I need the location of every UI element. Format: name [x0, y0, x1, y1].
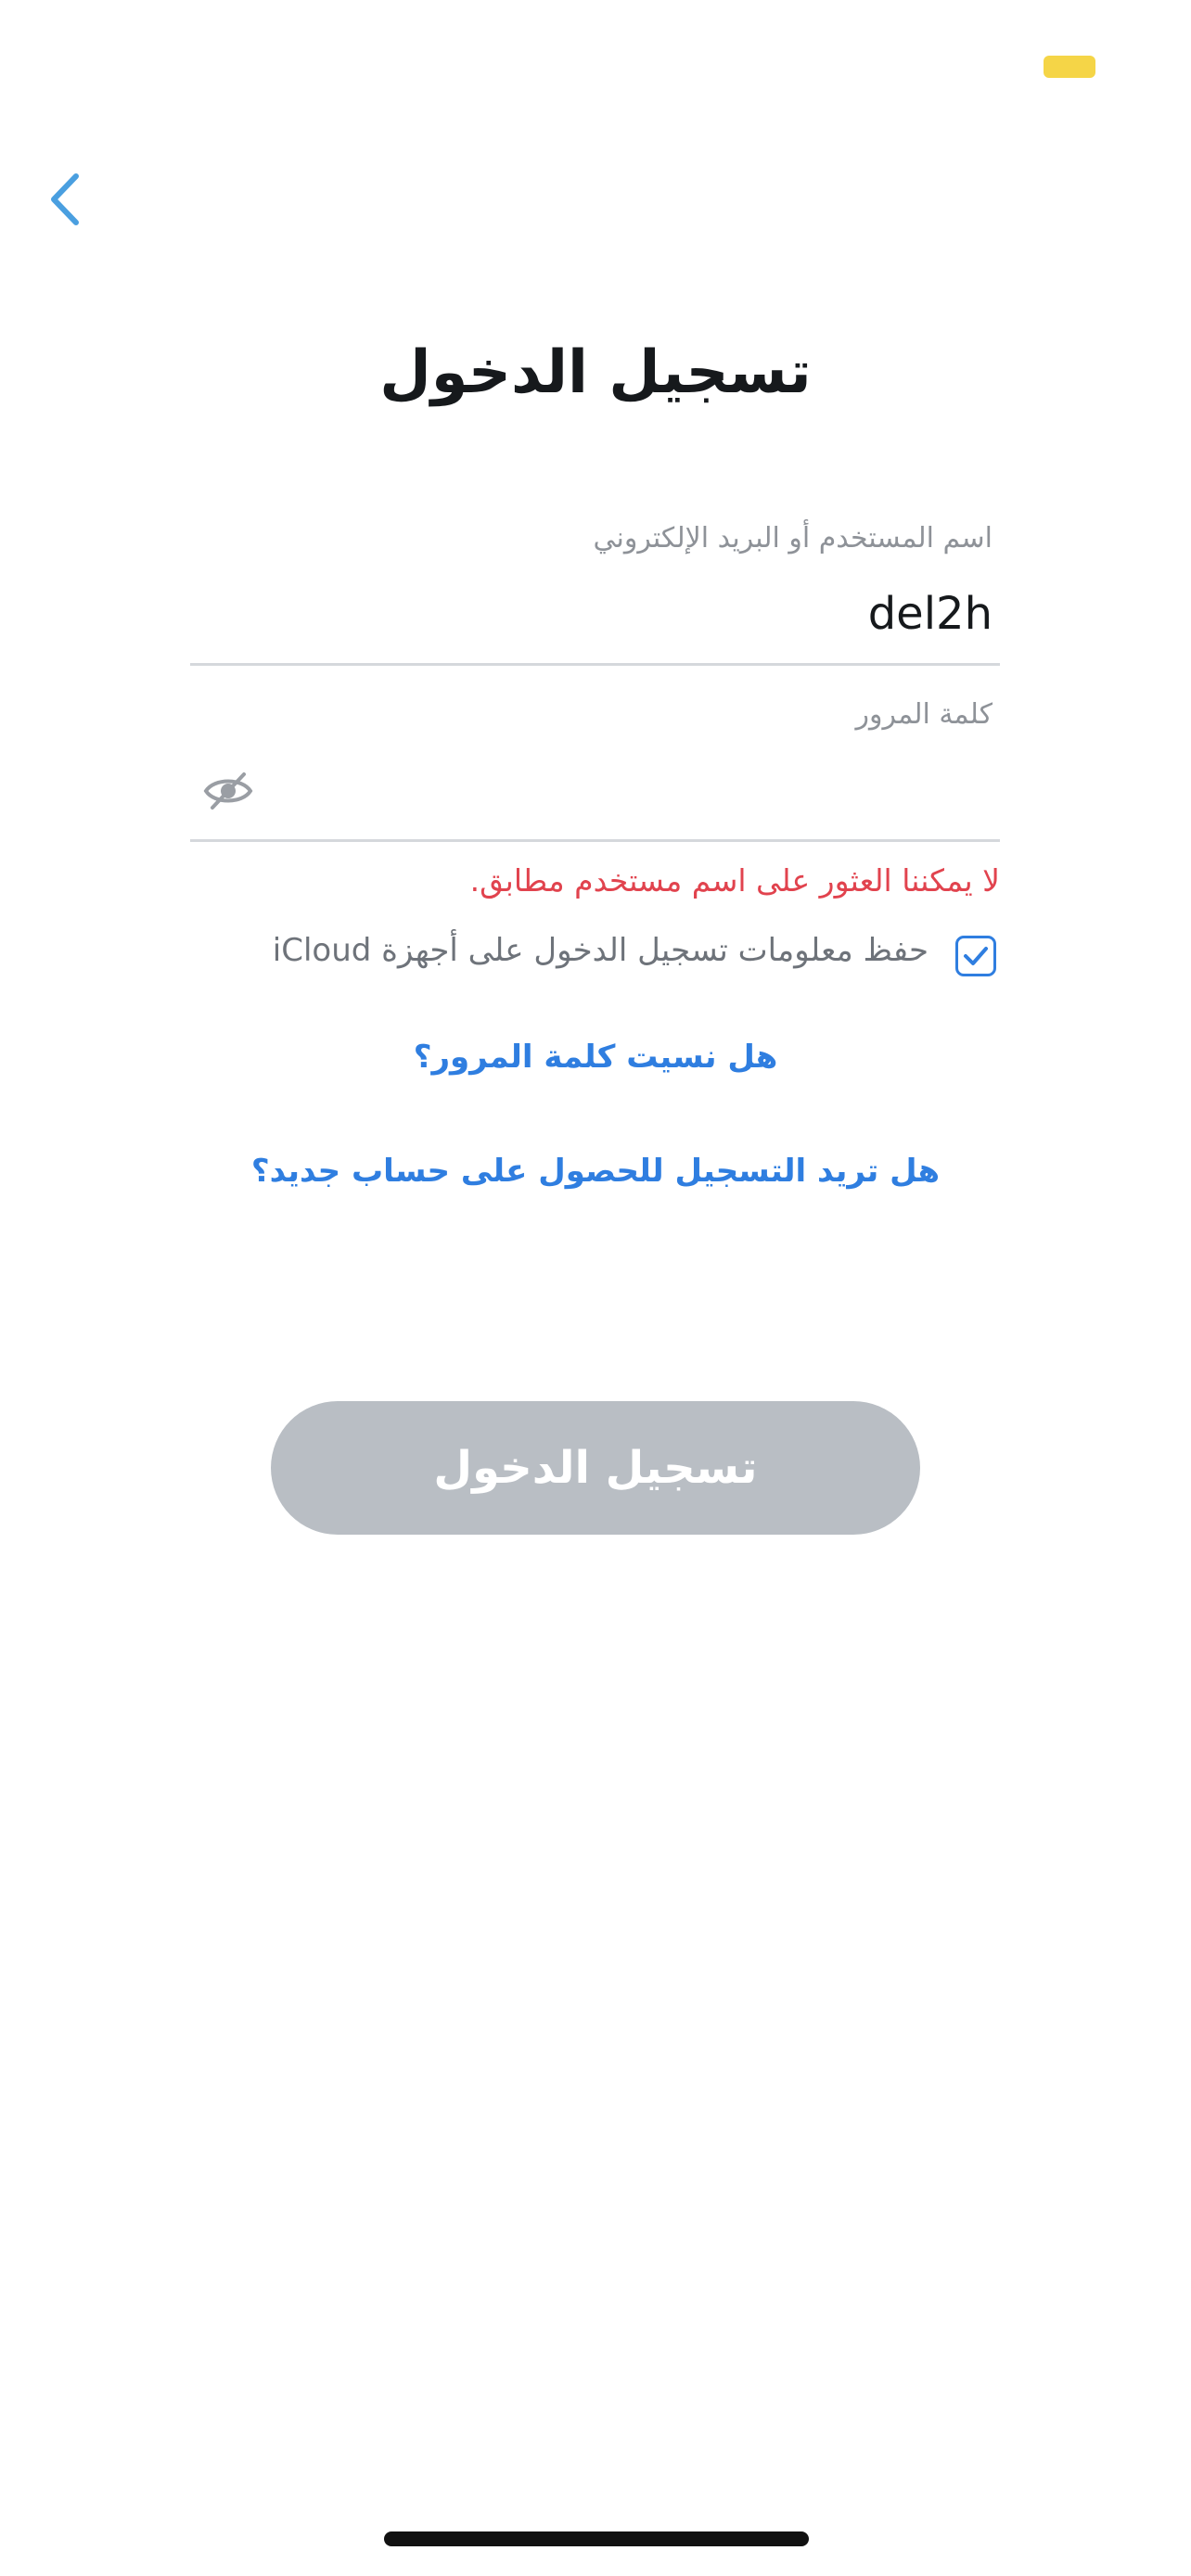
battery-indicator — [1044, 56, 1095, 78]
password-field[interactable] — [190, 691, 1000, 842]
password-visibility-toggle[interactable] — [196, 763, 261, 819]
forgot-password-link[interactable]: هل نسيت كلمة المرور؟ — [413, 1039, 778, 1076]
chevron-left-icon — [46, 171, 83, 228]
signup-link[interactable]: هل تريد التسجيل للحصول على حساب جديد؟ — [250, 1153, 941, 1190]
remember-checkbox[interactable] — [955, 936, 996, 976]
checkmark-icon — [963, 945, 989, 967]
eye-slash-icon — [203, 771, 253, 811]
password-label: كلمة المرور — [855, 698, 992, 731]
username-label: اسم المستخدم أو البريد الإلكتروني — [593, 522, 992, 555]
error-message: لا يمكننا العثور على اسم مستخدم مطابق. — [469, 862, 1000, 899]
login-button[interactable]: تسجيل الدخول — [271, 1401, 920, 1535]
page-title: تسجيل الدخول — [379, 338, 812, 407]
back-button[interactable] — [37, 167, 93, 232]
password-input[interactable] — [274, 760, 992, 825]
home-indicator — [384, 2531, 809, 2546]
username-field[interactable] — [190, 515, 1000, 666]
username-input[interactable] — [190, 581, 992, 646]
remember-label: حفظ معلومات تسجيل الدخول على أجهزة iCloud — [272, 932, 928, 969]
